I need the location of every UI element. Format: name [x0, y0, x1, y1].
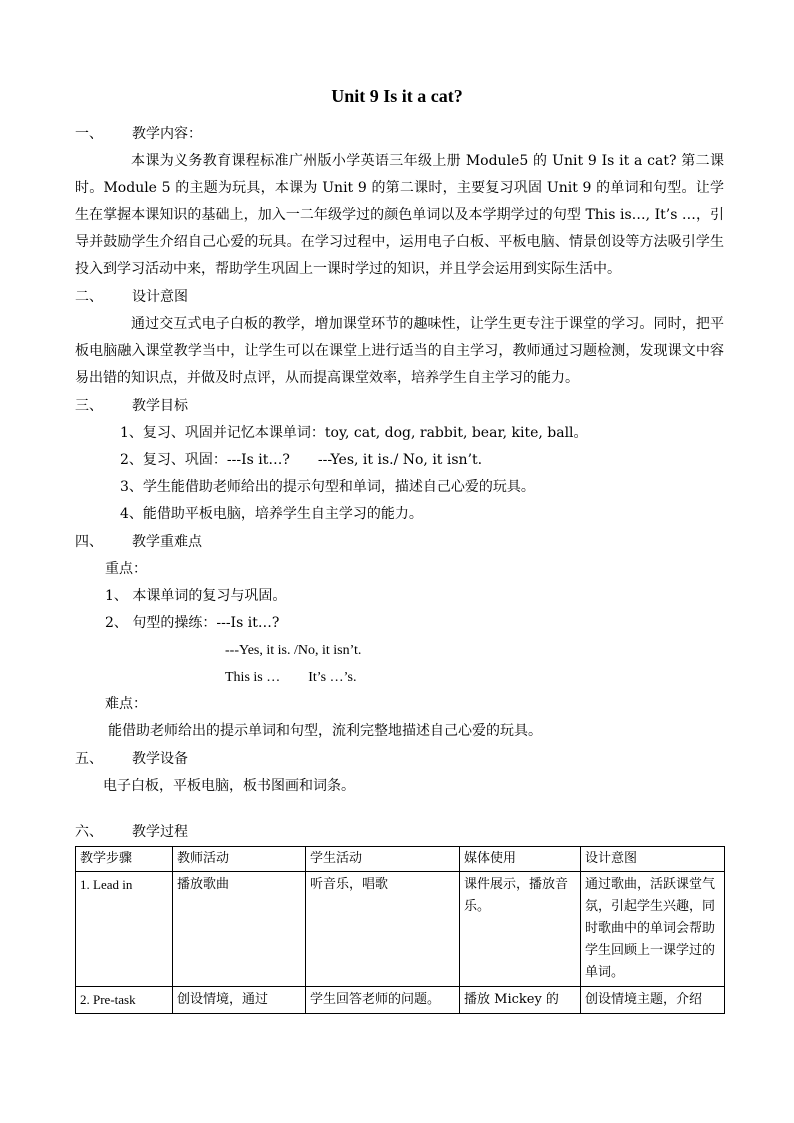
table-cell: 学生回答老师的问题。 [306, 987, 460, 1014]
table-cell: 创设情境主题，介绍 [581, 987, 725, 1014]
key-label: 重点： [105, 561, 147, 577]
section-number: 三、 [75, 398, 103, 414]
table-header-row [76, 847, 725, 872]
section-heading-key-points [75, 528, 724, 556]
objective-item: 2、复习、巩固：---Is it…? ---Yes, it is./ No, it isn’t. [120, 452, 483, 468]
section-heading-content [75, 120, 724, 148]
table-cell: 听音乐，唱歌 [306, 872, 460, 987]
key-item: 1、 本课单词的复习与巩固。 [105, 588, 287, 604]
table-row [76, 872, 725, 987]
section-number: 六、 [75, 824, 103, 840]
section-number: 四、 [75, 534, 103, 550]
objective-item: 3、学生能借助老师给出的提示句型和单词，描述自己心爱的玩具。 [120, 479, 535, 495]
table-header-cell: 学生活动 [306, 847, 460, 872]
content-paragraph: 本课为义务教育课程标准广州版小学英语三年级上册 Module5 的 Unit 9 Is it a cat? 第二课时。Module 5 的主题为玩具，本课为 Unit 9 的第二课时，主要复习巩固 Unit 9 的单词和句型。让学生在掌握本课知识的基础上，加入一二年级学过的颜色单词以及本学期学过的句型 This is…, It’s …，引导并鼓励学生介绍自己心爱的玩具。在学习过程中，运用电子白板、平板电脑、情景创设等方法吸引学生投入到学习活动中来，帮助学生巩固上一课时学过的知识，并且学会运用到实际生活中。 [75, 153, 724, 277]
document-title: Unit 9 Is it a cat? [331, 86, 463, 106]
table-header-cell: 设计意图 [581, 847, 725, 872]
section-title: 教学内容： [132, 126, 202, 142]
section-title: 教学过程 [132, 824, 188, 840]
table-cell: 1. Lead in [76, 872, 173, 987]
objective-item: 4、能借助平板电脑，培养学生自主学习的能力。 [120, 506, 423, 522]
document-body [75, 120, 724, 1014]
key-item: 2、 句型的操练：---Is it…? [105, 615, 280, 631]
section-title: 设计意图 [132, 289, 188, 305]
table-cell: 通过歌曲，活跃课堂气氛，引起学生兴趣，同时歌曲中的单词会帮助学生回顾上一课学过的单词。 [581, 872, 725, 987]
table-cell: 创设情境，通过 [173, 987, 306, 1014]
table-cell: 2. Pre-task [76, 987, 173, 1014]
section-number: 五、 [75, 751, 103, 767]
section-title: 教学重难点 [132, 534, 202, 550]
section-title: 教学设备 [132, 751, 188, 767]
table-header-cell: 媒体使用 [460, 847, 581, 872]
table-cell: 播放 Mickey 的 [460, 987, 581, 1014]
table-cell: 播放歌曲 [173, 872, 306, 987]
section-heading-design [75, 283, 724, 311]
section-heading-objectives [75, 392, 724, 420]
objective-item: 1、复习、巩固并记忆本课单词：toy, cat, dog, rabbit, bear, kite, ball。 [120, 425, 588, 441]
table-cell: 课件展示，播放音乐。 [460, 872, 581, 987]
difficulty-label: 难点： [105, 696, 147, 712]
table-row [76, 987, 725, 1014]
design-paragraph: 通过交互式电子白板的教学，增加课堂环节的趣味性，让学生更专注于课堂的学习。同时，把平板电脑融入课堂教学当中，让学生可以在课堂上进行适当的自主学习，教师通过习题检测，发现课文中容易出错的知识点，并做及时点评，从而提高课堂效率，培养学生自主学习的能力。 [75, 316, 724, 386]
section-title: 教学目标 [132, 398, 188, 414]
pattern-line: This is … It’s …’s. [225, 670, 357, 685]
section-number: 二、 [75, 289, 103, 305]
process-table [75, 846, 725, 1014]
section-heading-equipment [75, 745, 724, 773]
table-header-cell: 教师活动 [173, 847, 306, 872]
pattern-line: ---Yes, it is. /No, it isn’t. [225, 643, 362, 658]
table-header-cell: 教学步骤 [76, 847, 173, 872]
difficulty-text: 能借助老师给出的提示单词和句型，流利完整地描述自己心爱的玩具。 [108, 723, 542, 739]
section-number: 一、 [75, 126, 103, 142]
section-heading-process [75, 818, 724, 846]
equipment-text: 电子白板，平板电脑，板书图画和词条。 [103, 778, 355, 794]
